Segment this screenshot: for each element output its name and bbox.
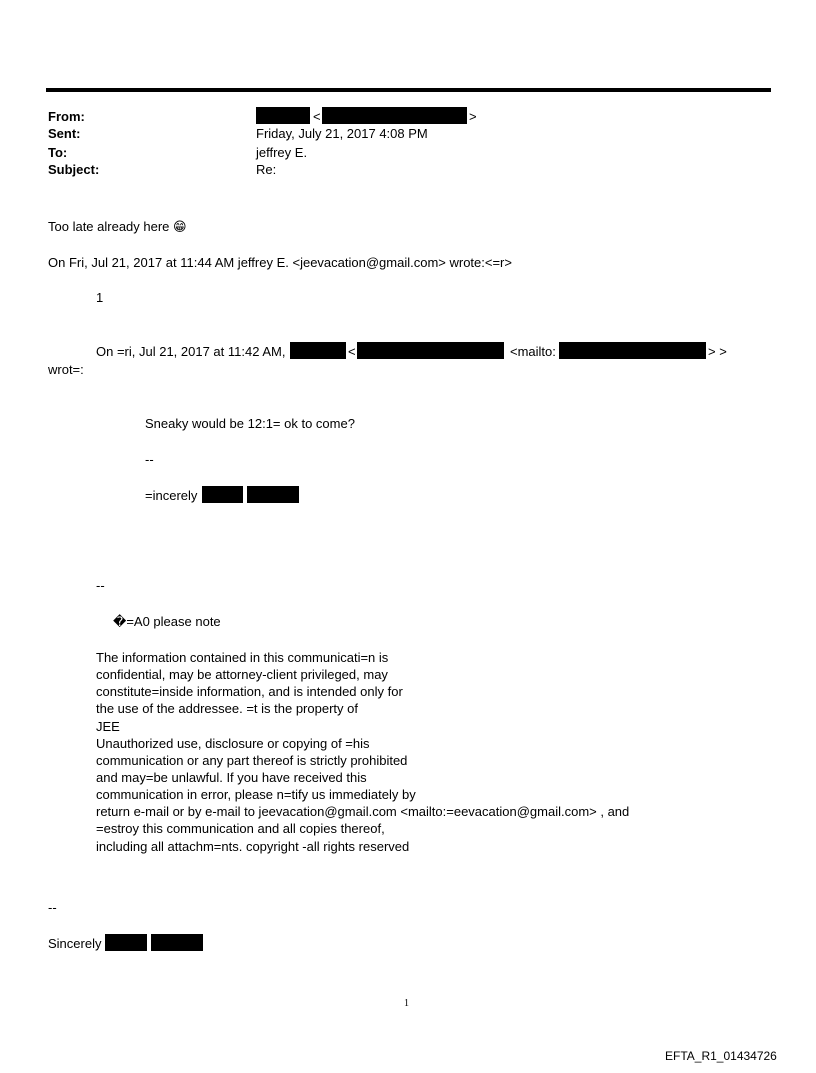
- from-label: From:: [48, 109, 85, 124]
- inner-mailto: <mailto:: [510, 344, 556, 359]
- disclaimer-line: Unauthorized use, disclosure or copying of =his: [96, 735, 370, 751]
- disclaimer-block: [96, 649, 629, 855]
- disclaimer-line: and may=be unlawful. If you have received this: [96, 769, 367, 785]
- reply-line: Too late already here 😁: [48, 219, 187, 234]
- signature-separator: --: [145, 452, 154, 467]
- from-open-bracket: <: [313, 109, 321, 124]
- disclaimer-line: return e-mail or by e-mail to jeevacation@gmail.com <mailto:=eevacation@gmail.com> , and: [96, 804, 630, 820]
- disclaimer-line: including all attachm=nts. copyright -all rights reserved: [96, 838, 410, 854]
- redaction-inner-last: [247, 486, 299, 503]
- disclaimer-separator: --: [96, 578, 105, 593]
- quote-number: 1: [96, 290, 104, 305]
- redaction-first-name: [105, 934, 147, 951]
- disclaimer-line: JEE: [96, 718, 120, 734]
- subject-value: Re:: [256, 162, 277, 177]
- redaction-inner-email: [357, 342, 504, 359]
- disclaimer-line: constitute=inside information, and is intended only for: [96, 684, 403, 700]
- redaction-inner-mailto: [559, 342, 706, 359]
- disclaimer-line: The information contained in this communicati=n is: [96, 650, 389, 665]
- from-close-bracket: >: [469, 109, 477, 124]
- inner-sincerely: =incerely: [145, 488, 198, 503]
- disclaimer-line: =estroy this communication and all copies thereof,: [96, 821, 385, 837]
- sent-value: Friday, July 21, 2017 4:08 PM: [256, 126, 428, 141]
- to-label: To:: [48, 145, 68, 160]
- sincerely: Sincerely: [48, 936, 102, 951]
- document-id: EFTA_R1_01434726: [665, 1049, 777, 1063]
- sent-label: Sent:: [48, 126, 81, 141]
- redaction-last-name: [151, 934, 203, 951]
- redaction-inner-name: [290, 342, 346, 359]
- quote-attribution: On Fri, Jul 21, 2017 at 11:44 AM jeffrey E. <jeevacation@gmail.com> wrote:<=r>: [48, 255, 512, 270]
- redaction-inner-first: [202, 486, 243, 503]
- page-number: 1: [404, 998, 409, 1009]
- please-note: �=A0 please note: [113, 614, 221, 629]
- redaction-from-name: [256, 107, 310, 124]
- to-value: jeffrey E.: [256, 145, 308, 160]
- inner-close-brackets: > >: [708, 344, 727, 359]
- inner-wrote: wrot=:: [48, 362, 84, 377]
- disclaimer-line: the use of the addressee. =t is the property of: [96, 701, 358, 717]
- signature-separator-outer: --: [48, 900, 57, 915]
- subject-label: Subject:: [48, 162, 100, 177]
- disclaimer-line: communication in error, please n=tify us immediately by: [96, 787, 416, 803]
- inner-open-bracket: <: [348, 344, 356, 359]
- header-rule: [46, 88, 771, 92]
- inner-attribution: On =ri, Jul 21, 2017 at 11:42 AM,: [96, 344, 286, 359]
- disclaimer-line: communication or any part thereof is strictly prohibited: [96, 752, 408, 768]
- disclaimer-line: confidential, may be attorney-client privileged, may: [96, 667, 388, 683]
- redaction-from-email: [322, 107, 467, 124]
- sneaky-line: Sneaky would be 12:1= ok to come?: [145, 416, 355, 431]
